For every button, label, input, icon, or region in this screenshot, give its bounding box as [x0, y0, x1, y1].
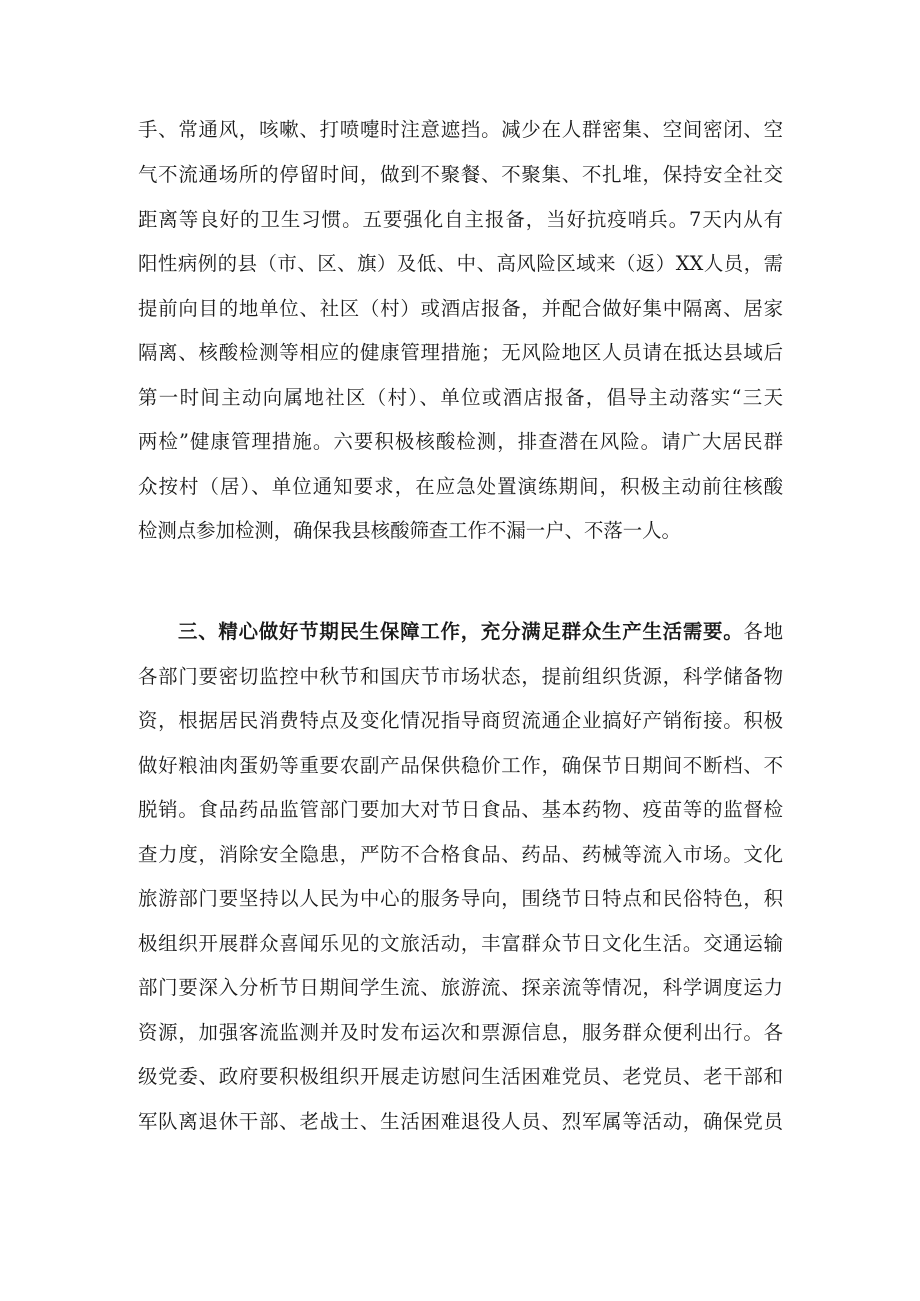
paragraph-1-line: 众按村（居）、单位通知要求，在应急处置演练期间，积极主动前往核酸 — [138, 475, 783, 498]
paragraph-2-line: 资源，加强客流监测并及时发布运次和票源信息，服务群众便利出行。各 — [138, 1021, 783, 1044]
paragraph-1-line: 距离等良好的卫生习惯。五要强化自主报备，当好抗疫哨兵。7天内从有 — [138, 208, 783, 231]
paragraph-1-line: 两检”健康管理措施。六要积极核酸检测，排查潜在风险。请广大居民群 — [138, 430, 783, 453]
paragraph-2-lead-text: 各地 — [743, 620, 784, 643]
paragraph-2-line: 旅游部门要坚持以人民为中心的服务导向，围绕节日特点和民俗特色，积 — [138, 887, 783, 910]
paragraph-2-first-line — [138, 619, 783, 645]
paragraph-2-line: 资，根据居民消费特点及变化情况指导商贸流通企业搞好产销衔接。积极 — [138, 709, 783, 732]
section-heading: 三、精心做好节期民生保障工作，充分满足群众生产生活需要。 — [178, 620, 744, 643]
paragraph-1-line: 阳性病例的县（市、区、旗）及低、中、高风险区域来（返）XX人员，需 — [138, 252, 783, 275]
paragraph-2-line: 军队离退休干部、老战士、生活困难退役人员、烈军属等活动，确保党员 — [138, 1110, 783, 1133]
paragraph-2-line: 脱销。食品药品监管部门要加大对节日食品、基本药物、疫苗等的监督检 — [138, 798, 783, 821]
paragraph-1-line: 检测点参加检测，确保我县核酸筛查工作不漏一户、不落一人。 — [138, 519, 681, 542]
paragraph-1-line: 提前向目的地单位、社区（村）或酒店报备，并配合做好集中隔离、居家 — [138, 297, 783, 320]
paragraph-1-line: 第一时间主动向属地社区（村）、单位或酒店报备，倡导主动落实“三天 — [138, 386, 783, 409]
paragraph-2-line: 各部门要密切监控中秋节和国庆节市场状态，提前组织货源，科学储备物 — [138, 665, 783, 688]
paragraph-2-line: 做好粮油肉蛋奶等重要农副产品保供稳价工作，确保节日期间不断档、不 — [138, 754, 783, 777]
paragraph-2-line: 极组织开展群众喜闻乐见的文旅活动，丰富群众节日文化生活。交通运输 — [138, 932, 783, 955]
paragraph-2-line: 级党委、政府要积极组织开展走访慰问生活困难党员、老党员、老干部和 — [138, 1065, 783, 1088]
paragraph-2-line: 部门要深入分析节日期间学生流、旅游流、探亲流等情况，科学调度运力 — [138, 976, 783, 999]
paragraph-2-line: 查力度，消除安全隐患，严防不合格食品、药品、药械等流入市场。文化 — [138, 843, 783, 866]
paragraph-1-line: 手、常通风，咳嗽、打喷嚏时注意遮挡。减少在人群密集、空间密闭、空 — [138, 118, 783, 141]
paragraph-1-line: 气不流通场所的停留时间，做到不聚餐、不聚集、不扎堆，保持安全社交 — [138, 163, 783, 186]
paragraph-1-line: 隔离、核酸检测等相应的健康管理措施；无风险地区人员请在抵达县域后 — [138, 341, 783, 364]
